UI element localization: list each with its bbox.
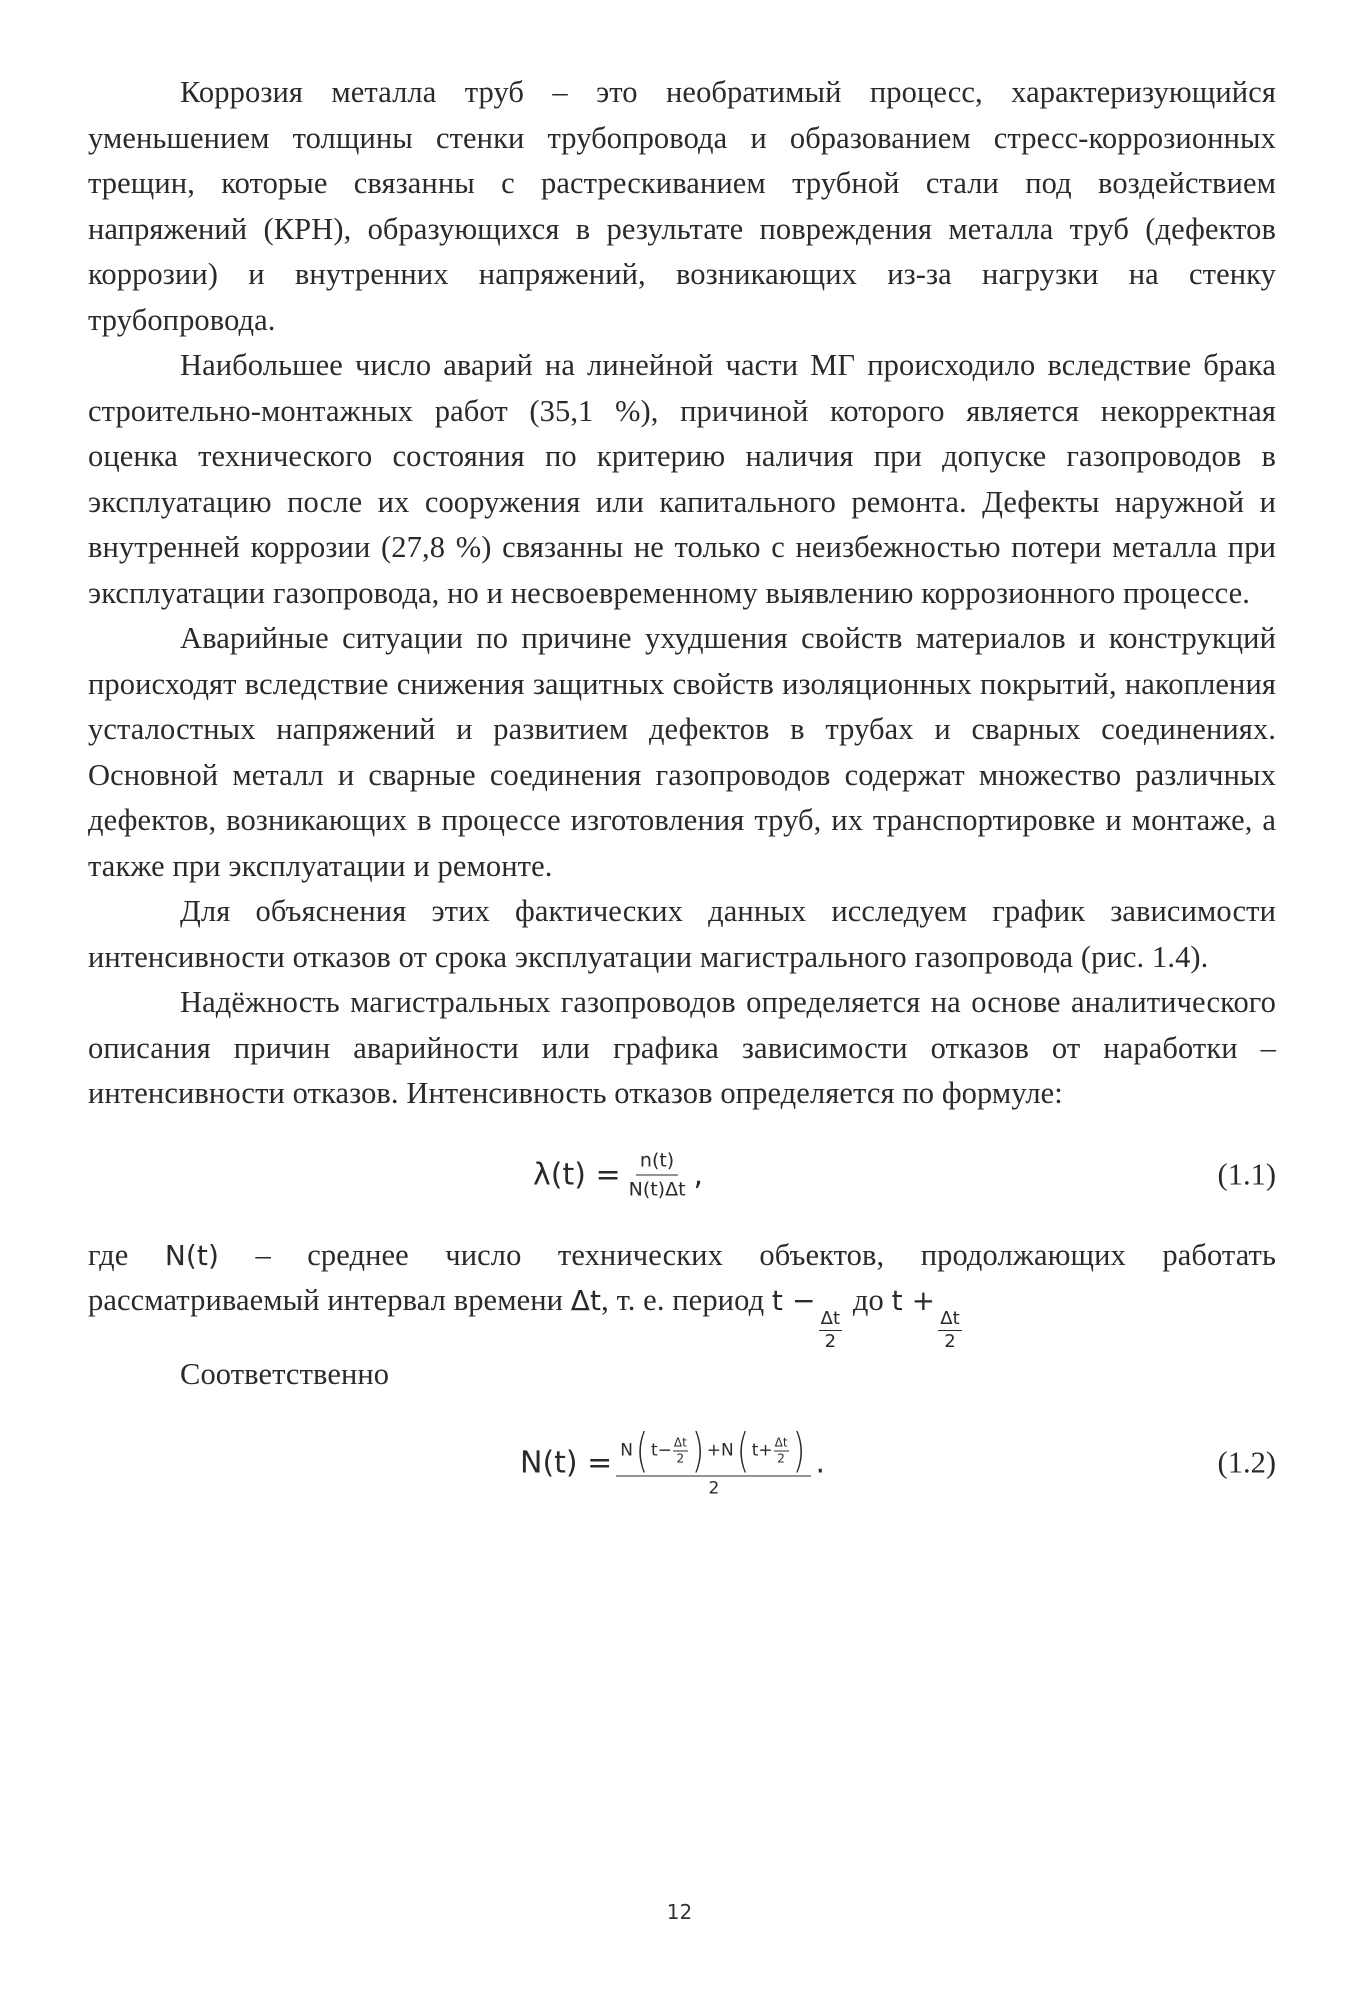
formula-2-t-minus: t− — [650, 1440, 672, 1460]
formula-1-lhs: λ(t) = — [533, 1157, 621, 1192]
where-frac-2-den: 2 — [944, 1331, 956, 1352]
where-var: N(t) — [164, 1238, 219, 1272]
formula-2-plus-n: +N — [706, 1440, 734, 1460]
formula-2-paren-open-b: ( — [736, 1423, 749, 1477]
formula-1-number: (1.1) — [1217, 1157, 1276, 1191]
where-frac-1 — [819, 1309, 843, 1352]
page-body — [88, 70, 1276, 1528]
where-frac-2-num: Δt — [940, 1308, 960, 1329]
formula-2-denominator: 2 — [708, 1478, 720, 1498]
formula-1-tail: , — [693, 1157, 704, 1192]
paragraph-accidents: Наибольшее число аварий на линейной части МГ происходило вследствие брака строительно-монтажных работ (35,1 %), причиной которого является некорректная оценка технического состояния по критерию наличия при допуске газопроводов в эксплуатацию после их сооружения или капитального ремонта. Дефекты наружной и внутренней коррозии (27,8 %) связанны не только с неизбежностью потери металла при эксплуатации газопровода, но и несвоевременному выявлению коррозионного процессе. — [88, 348, 1276, 610]
formula-1-row — [88, 1117, 1276, 1233]
where-t-minus: t − — [771, 1284, 816, 1317]
formula-2-inner-frac-a-den: 2 — [676, 1451, 685, 1465]
formula-2-tail: . — [815, 1445, 826, 1480]
page-number: 12 — [666, 1900, 693, 1924]
where-t-plus: t + — [891, 1284, 936, 1317]
formula-2-paren-close-a: ) — [691, 1423, 705, 1477]
formula-2-t-plus: t+ — [751, 1440, 773, 1460]
where-frac-2 — [938, 1309, 962, 1352]
paragraph-accordingly: Соответственно — [180, 1357, 390, 1391]
formula-2-numerator — [616, 1423, 811, 1477]
where-frac-1-num: Δt — [820, 1308, 841, 1329]
formula-2-fraction — [616, 1423, 811, 1498]
formula-2-row — [88, 1398, 1276, 1528]
where-do: до — [845, 1283, 892, 1317]
formula-1-denominator: N(t)Δt — [628, 1178, 686, 1200]
formula-2-inner-frac-a-num: Δt — [673, 1435, 687, 1449]
formula-2-n-a: N — [620, 1440, 634, 1460]
where-frac-1-den: 2 — [824, 1331, 837, 1352]
formula-1-numerator: n(t) — [636, 1148, 678, 1175]
paragraph-emergency: Аварийные ситуации по причине ухудшения свойств материалов и конструкций происходят вследствие снижения защитных свойств изоляционных покрытий, накопления усталостных напряжений и развитием дефектов в трубах и сварных соединениях. Основной металл и сварные соединения газопроводов содержат множество различных дефектов, возникающих в процессе изготовления труб, их транспортировке и монтаже, а также при эксплуатации и ремонте. — [88, 621, 1276, 883]
formula-2-paren-close-b: ) — [792, 1423, 805, 1477]
formula-2-number: (1.2) — [1217, 1445, 1276, 1479]
formula-2-inner-frac-b — [774, 1435, 789, 1465]
formula-2-lhs: N(t) = — [520, 1445, 613, 1480]
paragraph-corrosion: Коррозия металла труб – это необратимый процесс, характеризующийся уменьшением толщины стенки трубопровода и образованием стресс-коррозионных трещин, которые связанны с растрескиванием трубной стали под воздействием напряжений (КРН), образующихся в результате повреждения металла труб (дефектов коррозии) и внутренних напряжений, возникающих из-за нагрузки на стенку трубопровода. — [88, 75, 1276, 337]
paragraph-reliability: Надёжность магистральных газопроводов определяется на основе аналитического описания причин аварийности или графика зависимости отказов от наработки – интенсивности отказов. Интенсивность отказов определяется по формуле: — [88, 985, 1276, 1110]
formula-2-inner-frac-b-den: 2 — [777, 1451, 785, 1465]
formula-1-fraction — [625, 1148, 690, 1201]
where-text: – среднее число технических объектов, продолжающих работать рассматриваемый интервал времени — [88, 1237, 1276, 1317]
formula-2-paren-open-a: ( — [635, 1423, 649, 1477]
formula-2-inner-frac-b-num: Δt — [774, 1435, 788, 1449]
where-prefix: где — [88, 1237, 165, 1272]
formula-2 — [520, 1423, 826, 1498]
formula-2-inner-frac-a — [673, 1435, 688, 1465]
where-mid: , т. е. период — [601, 1283, 772, 1317]
formula-1 — [533, 1148, 703, 1201]
where-dt: Δt — [570, 1284, 602, 1317]
paragraph-where — [88, 1233, 1276, 1353]
paragraph-explanation: Для объяснения этих фактических данных исследуем график зависимости интенсивности отказов от срока эксплуатации магистрального газопровода (рис. 1.4). — [88, 894, 1276, 974]
